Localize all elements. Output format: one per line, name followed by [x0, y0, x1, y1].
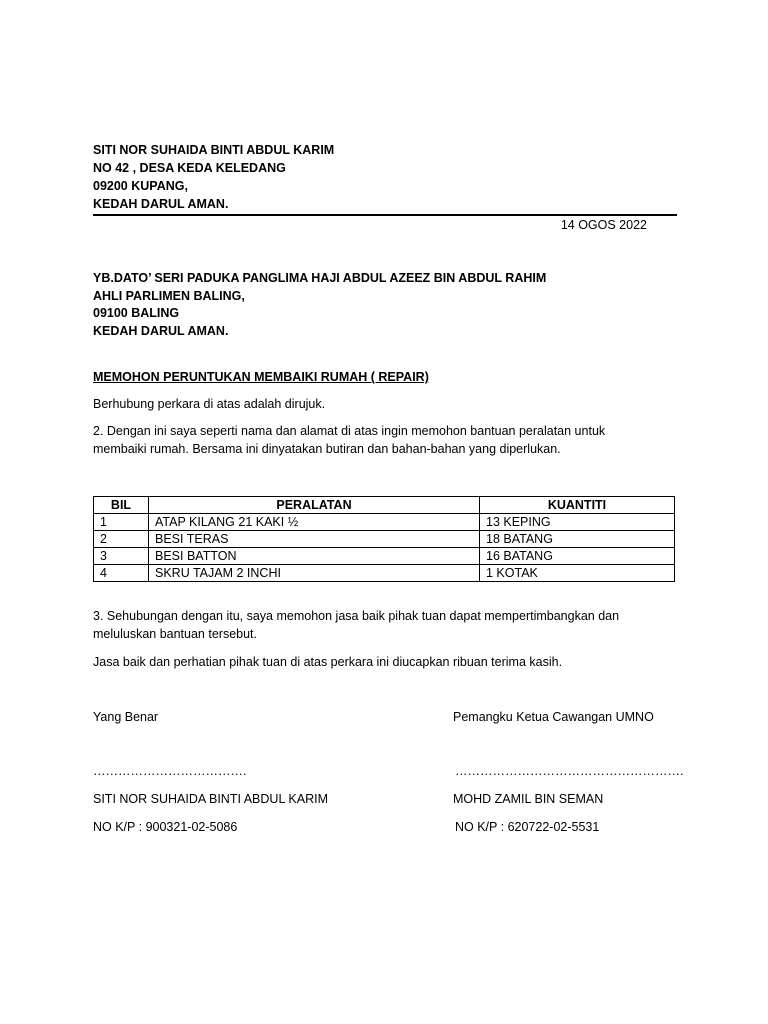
table-cell-bil: 2 [94, 531, 149, 548]
table-header-kuantiti: KUANTITI [480, 497, 675, 514]
table-cell-peralatan: SKRU TAJAM 2 INCHI [149, 565, 480, 582]
signature-line-right: ………………………………………………. [455, 764, 684, 778]
body-paragraph-2-line-1: 2. Dengan ini saya seperti nama dan alamat di atas ingin memohon bantuan peralatan untuk [93, 424, 606, 438]
sender-address-line-1: NO 42 , DESA KEDA KELEDANG [93, 161, 286, 175]
table-header-row [94, 497, 675, 514]
signatory-name-right: MOHD ZAMIL BIN SEMAN [453, 792, 604, 806]
signatory-ic-left: NO K/P : 900321-02-5086 [93, 820, 238, 834]
signatory-name-left: SITI NOR SUHAIDA BINTI ABDUL KARIM [93, 792, 328, 806]
signatory-ic-right: NO K/P : 620722-02-5531 [455, 820, 600, 834]
table-cell-kuantiti: 18 BATANG [480, 531, 675, 548]
closing-left: Yang Benar [93, 710, 159, 724]
signature-line-left: ………………………………. [93, 764, 247, 778]
letter-date: 14 OGOS 2022 [560, 218, 647, 232]
sender-name: SITI NOR SUHAIDA BINTI ABDUL KARIM [93, 143, 335, 157]
table-cell-kuantiti: 1 KOTAK [480, 565, 675, 582]
table-cell-peralatan: BESI BATTON [149, 548, 480, 565]
materials-table [93, 496, 675, 582]
table-header-bil: BIL [94, 497, 149, 514]
table-cell-bil: 1 [94, 514, 149, 531]
table-cell-kuantiti: 16 BATANG [480, 548, 675, 565]
table-row [94, 514, 675, 531]
table-header-peralatan: PERALATAN [149, 497, 480, 514]
body-paragraph-3-line-1: 3. Sehubungan dengan itu, saya memohon jasa baik pihak tuan dapat mempertimbangkan dan [93, 609, 620, 623]
sender-address-line-2: 09200 KUPANG, [93, 179, 188, 193]
body-paragraph-1: Berhubung perkara di atas adalah dirujuk. [93, 397, 326, 411]
table-row [94, 565, 675, 582]
recipient-address-line-1: 09100 BALING [93, 306, 180, 320]
recipient-title: AHLI PARLIMEN BALING, [93, 289, 245, 303]
letter-subject: MEMOHON PERUNTUKAN MEMBAIKI RUMAH ( REPAIR) [93, 370, 429, 384]
table-cell-bil: 4 [94, 565, 149, 582]
table-cell-bil: 3 [94, 548, 149, 565]
recipient-name: YB.DATO’ SERI PADUKA PANGLIMA HAJI ABDUL AZEEZ BIN ABDUL RAHIM [93, 271, 547, 285]
table-cell-kuantiti: 13 KEPING [480, 514, 675, 531]
table-cell-peralatan: BESI TERAS [149, 531, 480, 548]
recipient-address-line-2: KEDAH DARUL AMAN. [93, 324, 229, 338]
table-row [94, 548, 675, 565]
body-paragraph-3-line-2: meluluskan bantuan tersebut. [93, 627, 257, 641]
sender-address-line-3: KEDAH DARUL AMAN. [93, 197, 229, 211]
body-paragraph-4: Jasa baik dan perhatian pihak tuan di atas perkara ini diucapkan ribuan terima kasih. [93, 655, 563, 669]
body-paragraph-2-line-2: membaiki rumah. Bersama ini dinyatakan butiran dan bahan-bahan yang diperlukan. [93, 442, 561, 456]
table-cell-peralatan: ATAP KILANG 21 KAKI ½ [149, 514, 480, 531]
closing-right: Pemangku Ketua Cawangan UMNO [453, 710, 654, 724]
table-row [94, 531, 675, 548]
